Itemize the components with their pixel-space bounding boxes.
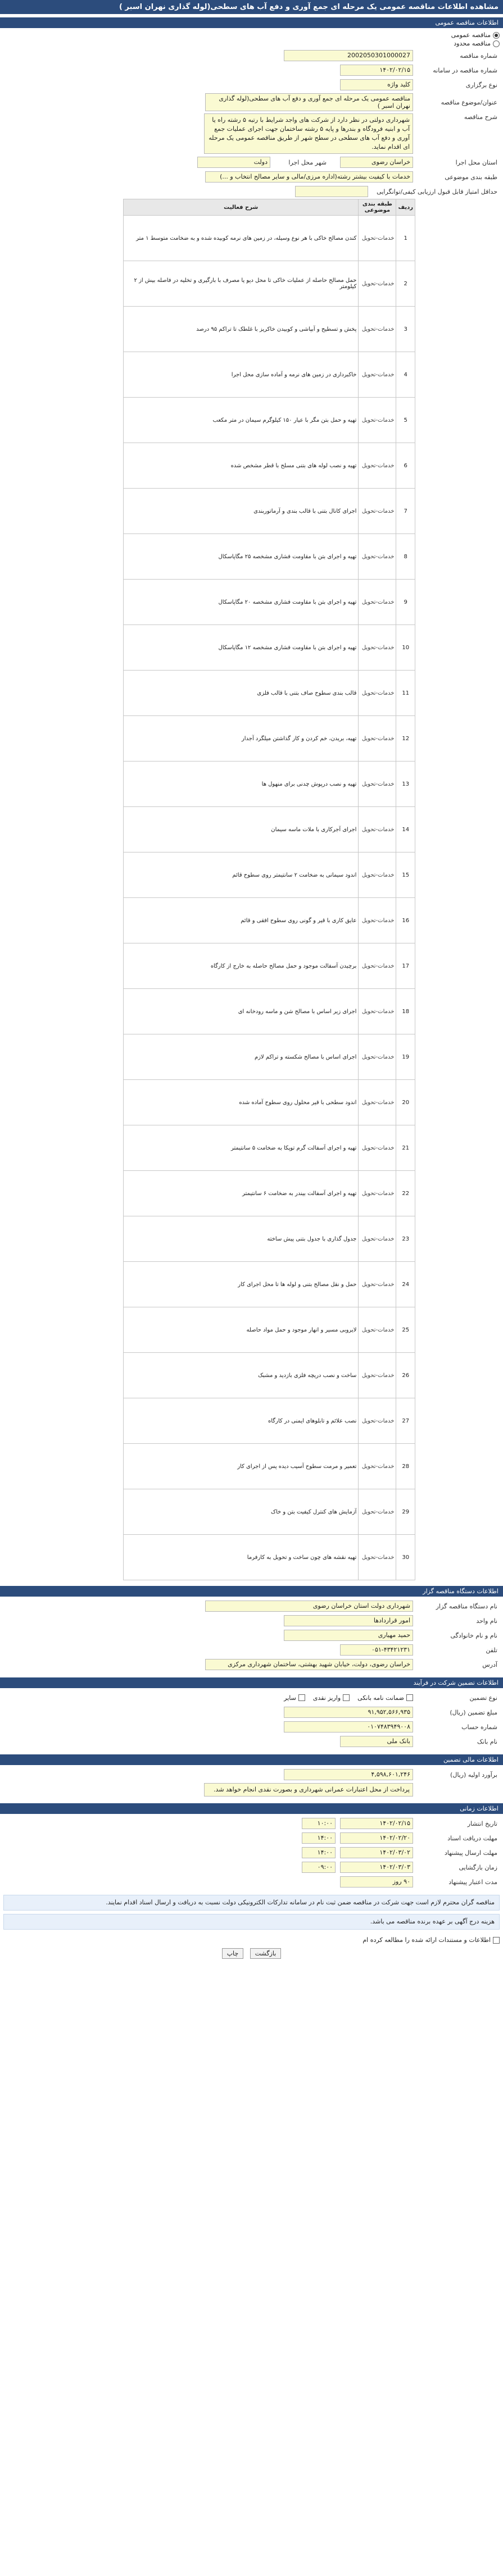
row-description: تهیه و اجرای آسفالت گرم توپکا به ضخامت ۵ سانتیمتر	[124, 1125, 359, 1171]
row-description: نصب علائم و تابلوهای ایمنی در کارگاه	[124, 1398, 359, 1444]
row-description: آزمایش های کنترل کیفیت بتن و خاک	[124, 1489, 359, 1535]
row-description: ساخت و نصب دریچه فلزی بازدید و مشبک	[124, 1353, 359, 1398]
section-deposit-header: اطلاعات تضمین شرکت در فرآیند	[0, 1677, 503, 1688]
publish-date-field[interactable]: ۱۴۰۲/۰۲/۱۵	[340, 1818, 413, 1829]
row-category: خدمات-تحویل	[359, 1307, 396, 1353]
table-row	[124, 216, 415, 261]
deposit-info: نوع تضمین ضمانت نامه بانکی واریز نقدی سایر مبلغ تضمین (ریال) ۹۱,۹۵۲,۵۶۶,۹۳۵ شماره حساب ۰۱۰۷۴۸۳۹۴۹۰۰۸ نام بانک بانک ملی	[0, 1688, 503, 1751]
tender-type-limited[interactable]: مناقصه محدود	[3, 40, 500, 47]
table-row	[124, 1307, 415, 1353]
row-number: 11	[396, 671, 415, 716]
row-description: جدول گذاری با جدول بتنی پیش ساخته	[124, 1216, 359, 1262]
row-description: حمل و نقل مصالح بتنی و لوله ها تا محل اجرای کار	[124, 1262, 359, 1307]
row-number: 23	[396, 1216, 415, 1262]
table-row	[124, 625, 415, 671]
footer-note-1: مناقصه گران محترم لازم است جهت شرکت در مناقصه ضمن ثبت نام در سامانه تدارکات الکترونیکی دولت نسبت به دریافت و ارسال اسناد اقدام نمایند.	[3, 1895, 500, 1911]
table-row	[124, 352, 415, 398]
tender-kind-field[interactable]: کلید واژه	[340, 79, 413, 90]
row-number: 21	[396, 1125, 415, 1171]
row-number: 17	[396, 943, 415, 989]
validity-field[interactable]: ۹۰ روز	[340, 1876, 413, 1887]
row-number: 18	[396, 989, 415, 1034]
table-row	[124, 1216, 415, 1262]
deposit-opt-cash[interactable]: واریز نقدی	[313, 1694, 350, 1702]
row-number: 15	[396, 852, 415, 898]
table-row	[124, 762, 415, 807]
row-description: تهیه و حمل بتن مگر با عیار ۱۵۰ کیلوگرم سیمان در متر مکعب	[124, 398, 359, 443]
radio-icon[interactable]	[493, 32, 500, 39]
row-number: 3	[396, 307, 415, 352]
submit-date-field[interactable]: ۱۴۰۲/۰۳/۰۲	[340, 1847, 413, 1858]
row-number: 9	[396, 580, 415, 625]
table-row	[124, 1444, 415, 1489]
subject-field[interactable]: مناقصه عمومی یک مرحله ای جمع آوری و دفع آب های سطحی(لوله گذاری نهران اسبر )	[205, 93, 413, 111]
bank-field[interactable]: بانک ملی	[340, 1736, 413, 1747]
table-row	[124, 943, 415, 989]
row-number: 8	[396, 534, 415, 580]
phone-field[interactable]: ۰۵۱-۴۳۴۲۱۲۳۱	[340, 1644, 413, 1656]
row-category: خدمات-تحویل	[359, 989, 396, 1034]
rating-field[interactable]	[295, 186, 368, 197]
row-number: 6	[396, 443, 415, 489]
table-row	[124, 398, 415, 443]
person-field[interactable]: حمید مهیاری	[284, 1630, 413, 1641]
table-row	[124, 1125, 415, 1171]
table-row	[124, 1398, 415, 1444]
col-cat: طبقه بندی موضوعی	[359, 199, 396, 216]
open-date-field[interactable]: ۱۴۰۲/۰۳/۰۳	[340, 1862, 413, 1873]
table-row	[124, 580, 415, 625]
row-number: 14	[396, 807, 415, 852]
row-number: 20	[396, 1080, 415, 1125]
row-number: 27	[396, 1398, 415, 1444]
table-row	[124, 989, 415, 1034]
table-row	[124, 261, 415, 307]
row-category: خدمات-تحویل	[359, 489, 396, 534]
account-field[interactable]: ۰۱۰۷۴۸۳۹۴۹۰۰۸	[284, 1721, 413, 1732]
province-field[interactable]: خراسان رضوی	[340, 157, 413, 168]
row-category: خدمات-تحویل	[359, 898, 396, 943]
radio-icon[interactable]	[493, 40, 500, 47]
row-description: اجرای زیر اساس با مصالح شن و ماسه رودخانه ای	[124, 989, 359, 1034]
row-category: خدمات-تحویل	[359, 1125, 396, 1171]
row-category: خدمات-تحویل	[359, 762, 396, 807]
table-row	[124, 1262, 415, 1307]
row-category: خدمات-تحویل	[359, 534, 396, 580]
table-row	[124, 898, 415, 943]
row-description: تهیه و اجرای بتن با مقاومت فشاری مشخصه ۱۲ مگاپاسکال	[124, 625, 359, 671]
general-info: مناقصه عمومی مناقصه محدود شماره مناقصه 2002050301000027 شماره مناقصه در سامانه ۱۴۰۲/۰۲/۱۵ نوع برگزاری کلید واژه عنوان/موضوع مناقصه مناقصه عمومی یک مرحله ای جمع آوری و دفع آب های سطحی(لوله گذاری نهران اسبر ) شرح مناقصه شهرداری دولتی در نظر دارد از شرکت های واجد شرایط با رتبه ۵ رشته راه یا آب و ابنیه فرودگاه و بندرها و پایه ۵ رشته ساختمان جهت اجرای عملیات جمع آوری و دفع آب های سطحی در سطح شهر از طریق مناقصه عمومی یک مرحله ای اقدام نماید. استان محل اجرا خراسان رضوی شهر محل اجرا دولت طبقه بندی موضوعی خدمات با کیفیت بیشتر رشته(اداره مرزی/مالی و سایر مصالح انتخاب و ...) حداقل امتیاز قابل قبول ارزیابی کیفی/توانگرایی ردیف طبقه بندی موضوعی شرح فعالیت 1 خدمات-تحویل کندن مصالح خاکی با هر نوع وسیله، در زمین های نرمه کوبیده شده و به ضخامت متوسط ۱ متر 2 خدمات-تحویل حمل مصالح حاصله از عملیات خاکی تا محل دپو یا مصرف با بارگیری و تخلیه در فاصله بیش از ۲ کیلومتر 3 خدمات-تحویل پخش و تسطیح و آبپاشی و کوبیدن خاکریز با غلطک تا تراکم ۹۵ درصد 4 خدمات-تحویل خاکبرداری در زمین های نرمه و آماده سازی محل اجرا 5 خدمات-تحویل تهیه و حمل بتن مگر با عیار ۱۵۰ کیلوگرم سیمان در متر مکعب 6 خدمات-تحویل تهیه و نصب لوله های بتنی مسلح با قطر مشخص شده 7 خدمات-تحویل اجرای کانال بتنی با قالب بندی و آرماتوربندی 8 خدمات-تحویل تهیه و اجرای بتن با مقاومت فشاری مشخصه ۲۵ مگاپاسکال 9 خدمات-تحویل تهیه و اجرای بتن با مقاومت فشاری مشخصه ۲۰ مگاپاسکال 10 خدمات-تحویل تهیه و اجرای بتن با مقاومت فشاری مشخصه ۱۲ مگاپاسکال 11 خدمات-تحویل قالب بندی سطوح صاف بتنی با قالب فلزی 12 خدمات-تحویل تهیه، بریدن، خم کردن و کار گذاشتن میلگرد آجدار 13 خدمات-تحویل تهیه و نصب درپوش چدنی برای منهول ها 14 خدمات-تحویل اجرای آجرکاری با ملات ماسه سیمان 15 خدمات-تحویل اندود سیمانی به ضخامت ۲ سانتیمتر روی سطوح قائم 16 خدمات-تحویل عایق کاری با قیر و گونی روی سطوح افقی و قائم 17 خدمات-تحویل برچیدن آسفالت موجود و حمل مصالح حاصله به خارج از کارگاه 18 خدمات-تحویل اجرای زیر اساس با مصالح شن و ماسه رودخانه ای 19 خدمات-تحویل اجرای اساس با مصالح شکسته و تراکم لازم 20 خدمات-تحویل اندود سطحی با قیر محلول روی سطوح آماده شده 21 خدمات-تحویل تهیه و اجرای آسفالت گرم توپکا به ضخامت ۵ سانتیمتر 22 خدمات-تحویل تهیه و اجرای آسفالت بیندر به ضخامت ۶ سانتیمتر 23 خدمات-تحویل جدول گذاری با جدول بتنی پیش ساخته 24 خدمات-تحویل حمل و نقل مصالح بتنی و لوله ها تا محل اجرای کار 25 خدمات-تحویل لایروبی مسیر و انهار موجود و حمل مواد حاصله 26 خدمات-تحویل ساخت و نصب دریچه فلزی بازدید و مشبک 27 خدمات-تحویل نصب علائم و تابلوهای ایمنی در کارگاه 28 خدمات-تحویل تعمیر و مرمت سطوح آسیب دیده پس از اجرای کار 29 خدمات-تحویل آزمایش های کنترل کیفیت بتن و خاک 30 خدمات-تحویل تهیه نقشه های چون ساخت و تحویل به کارفرما	[0, 28, 503, 1583]
internal-number-field[interactable]: ۱۴۰۲/۰۲/۱۵	[340, 65, 413, 76]
table-row	[124, 716, 415, 762]
row-category: خدمات-تحویل	[359, 807, 396, 852]
row-description: تهیه، بریدن، خم کردن و کار گذاشتن میلگرد آجدار	[124, 716, 359, 762]
doc-deadline-date-field[interactable]: ۱۴۰۲/۰۲/۲۰	[340, 1832, 413, 1844]
row-description: تعمیر و مرمت سطوح آسیب دیده پس از اجرای کار	[124, 1444, 359, 1489]
row-number: 19	[396, 1034, 415, 1080]
tender-type-public[interactable]: مناقصه عمومی	[3, 31, 500, 39]
row-category: خدمات-تحویل	[359, 1262, 396, 1307]
row-category: خدمات-تحویل	[359, 1034, 396, 1080]
row-category: خدمات-تحویل	[359, 625, 396, 671]
row-category: خدمات-تحویل	[359, 443, 396, 489]
row-category: خدمات-تحویل	[359, 1444, 396, 1489]
row-description: اندود سیمانی به ضخامت ۲ سانتیمتر روی سطوح قائم	[124, 852, 359, 898]
row-category: خدمات-تحویل	[359, 943, 396, 989]
open-time-field[interactable]: ۰۹:۰۰	[302, 1862, 336, 1873]
row-category: خدمات-تحویل	[359, 1216, 396, 1262]
back-button[interactable]: بازگشت	[250, 1948, 282, 1959]
row-description: اجرای اساس با مصالح شکسته و تراکم لازم	[124, 1034, 359, 1080]
row-description: تهیه نقشه های چون ساخت و تحویل به کارفرما	[124, 1535, 359, 1580]
page-title: مشاهده اطلاعات مناقصه عمومی یک مرحله ای جمع آوری و دفع آب های سطحی(لوله گذاری نهران اسبر )	[0, 0, 503, 14]
row-category: خدمات-تحویل	[359, 1353, 396, 1398]
section-financial-header: اطلاعات مالی تضمین	[0, 1754, 503, 1765]
row-description: عایق کاری با قیر و گونی روی سطوح افقی و قائم	[124, 898, 359, 943]
row-number: 1	[396, 216, 415, 261]
row-number: 10	[396, 625, 415, 671]
checkbox-icon[interactable]	[406, 1694, 413, 1701]
row-number: 24	[396, 1262, 415, 1307]
table-row	[124, 1489, 415, 1535]
row-number: 28	[396, 1444, 415, 1489]
checkbox-icon[interactable]	[298, 1694, 305, 1701]
row-description: حمل مصالح حاصله از عملیات خاکی تا محل دپو یا مصرف با بارگیری و تخلیه در فاصله بیش از ۲ کیلومتر	[124, 261, 359, 307]
table-row	[124, 1353, 415, 1398]
table-row	[124, 807, 415, 852]
row-category: خدمات-تحویل	[359, 261, 396, 307]
row-number: 13	[396, 762, 415, 807]
table-row	[124, 307, 415, 352]
row-number: 5	[396, 398, 415, 443]
row-number: 4	[396, 352, 415, 398]
address-field[interactable]: خراسان رضوی، دولت، خیابان شهید بهشتی، ساختمان شهرداری مرکزی	[205, 1659, 413, 1670]
col-num: ردیف	[396, 199, 415, 216]
row-category: خدمات-تحویل	[359, 1489, 396, 1535]
row-description: اجرای آجرکاری با ملات ماسه سیمان	[124, 807, 359, 852]
row-category: خدمات-تحویل	[359, 671, 396, 716]
row-description: لایروبی مسیر و انهار موجود و حمل مواد حاصله	[124, 1307, 359, 1353]
row-number: 12	[396, 716, 415, 762]
table-row	[124, 671, 415, 716]
row-category: خدمات-تحویل	[359, 216, 396, 261]
row-description: تهیه و نصب درپوش چدنی برای منهول ها	[124, 762, 359, 807]
section-general-header: اطلاعات مناقصه عمومی	[0, 17, 503, 28]
row-description: قالب بندی سطوح صاف بتنی با قالب فلزی	[124, 671, 359, 716]
row-category: خدمات-تحویل	[359, 1398, 396, 1444]
checkbox-icon[interactable]	[343, 1694, 350, 1701]
table-row	[124, 1171, 415, 1216]
row-category: خدمات-تحویل	[359, 1080, 396, 1125]
unit-field[interactable]: امور قراردادها	[284, 1615, 413, 1626]
row-number: 30	[396, 1535, 415, 1580]
classification-field[interactable]: خدمات با کیفیت بیشتر رشته(اداره مرزی/مالی و سایر مصالح انتخاب و ...)	[205, 171, 413, 183]
row-number: 16	[396, 898, 415, 943]
org-field[interactable]: شهرداری دولت استان خراسان رضوی	[205, 1601, 413, 1612]
row-category: خدمات-تحویل	[359, 352, 396, 398]
row-number: 7	[396, 489, 415, 534]
row-number: 2	[396, 261, 415, 307]
publish-time-field[interactable]: ۱۰:۰۰	[302, 1818, 336, 1829]
row-category: خدمات-تحویل	[359, 307, 396, 352]
row-description: پخش و تسطیح و آبپاشی و کوبیدن خاکریز با غلطک تا تراکم ۹۵ درصد	[124, 307, 359, 352]
contact-info: نام دستگاه مناقصه گزار شهرداری دولت استان خراسان رضوی نام واحد امور قراردادها نام و نام خانوادگی حمید مهیاری تلفن ۰۵۱-۴۳۴۲۱۲۳۱ آدرس خراسان رضوی، دولت، خیابان شهید بهشتی، ساختمان شهرداری مرکزی	[0, 1597, 503, 1674]
row-description: کندن مصالح خاکی با هر نوع وسیله، در زمین های نرمه کوبیده شده و به ضخامت متوسط ۱ متر	[124, 216, 359, 261]
col-desc: شرح فعالیت	[124, 199, 359, 216]
table-row	[124, 534, 415, 580]
row-description: تهیه و اجرای بتن با مقاومت فشاری مشخصه ۲۰ مگاپاسکال	[124, 580, 359, 625]
deposit-opt-bank[interactable]: ضمانت نامه بانکی	[357, 1694, 413, 1702]
dates-info: تاریخ انتشار ۱۴۰۲/۰۲/۱۵ ۱۰:۰۰ مهلت دریافت اسناد ۱۴۰۲/۰۲/۲۰ ۱۴:۰۰ مهلت ارسال پیشنهاد ۱۴۰۲/۰۳/۰۲ ۱۴:۰۰ زمان بازگشایی ۱۴۰۲/۰۳/۰۳ ۰۹:۰۰ مدت اعتبار پیشنهاد ۹۰ روز	[0, 1814, 503, 1891]
city-field[interactable]: دولت	[197, 157, 270, 168]
activity-table	[123, 199, 415, 1580]
table-row	[124, 852, 415, 898]
row-description: تهیه و اجرای بتن با مقاومت فشاری مشخصه ۲۵ مگاپاسکال	[124, 534, 359, 580]
row-description: خاکبرداری در زمین های نرمه و آماده سازی محل اجرا	[124, 352, 359, 398]
checkbox-icon[interactable]	[493, 1937, 500, 1944]
row-description: برچیدن آسفالت موجود و حمل مصالح حاصله به خارج از کارگاه	[124, 943, 359, 989]
footer-actions	[0, 1933, 503, 1961]
row-category: خدمات-تحویل	[359, 1171, 396, 1216]
table-row	[124, 489, 415, 534]
row-description: تهیه و نصب لوله های بتنی مسلح با قطر مشخص شده	[124, 443, 359, 489]
table-row	[124, 443, 415, 489]
row-number: 22	[396, 1171, 415, 1216]
table-row	[124, 1535, 415, 1580]
row-category: خدمات-تحویل	[359, 1535, 396, 1580]
row-number: 29	[396, 1489, 415, 1535]
print-button[interactable]: چاپ	[222, 1948, 244, 1959]
table-row	[124, 1034, 415, 1080]
section-contact-header: اطلاعات دستگاه مناقصه گزار	[0, 1586, 503, 1597]
submit-time-field[interactable]: ۱۴:۰۰	[302, 1847, 336, 1858]
row-number: 26	[396, 1353, 415, 1398]
deposit-amount-field[interactable]: ۹۱,۹۵۲,۵۶۶,۹۳۵	[284, 1707, 413, 1718]
description-field[interactable]: شهرداری دولتی در نظر دارد از شرکت های واجد شرایط با رتبه ۵ رشته راه یا آب و ابنیه فرودگاه و بندرها و پایه ۵ رشته ساختمان جهت اجرای عملیات جمع آوری و دفع آب های سطحی در سطح شهر از طریق مناقصه عمومی یک مرحله ای اقدام نماید.	[204, 113, 413, 154]
row-number: 25	[396, 1307, 415, 1353]
row-category: خدمات-تحویل	[359, 580, 396, 625]
agree-checkbox[interactable]: اطلاعات و مستندات ارائه شده را مطالعه کرده ام	[3, 1936, 500, 1944]
financial-note: پرداخت از محل اعتبارات عمرانی شهرداری و بصورت نقدی انجام خواهد شد.	[204, 1783, 413, 1797]
section-dates-header: اطلاعات زمانی	[0, 1803, 503, 1814]
tender-number-field[interactable]: 2002050301000027	[284, 50, 413, 61]
deposit-opt-other[interactable]: سایر	[284, 1694, 305, 1702]
row-category: خدمات-تحویل	[359, 716, 396, 762]
table-row	[124, 1080, 415, 1125]
financial-info: برآورد اولیه (ریال) ۴,۵۹۸,۶۰۱,۲۴۶ پرداخت از محل اعتبارات عمرانی شهرداری و بصورت نقدی انجام خواهد شد.	[0, 1765, 503, 1800]
row-description: اجرای کانال بتنی با قالب بندی و آرماتوربندی	[124, 489, 359, 534]
row-description: اندود سطحی با قیر محلول روی سطوح آماده شده	[124, 1080, 359, 1125]
footer-note-2: هزینه درج آگهی بر عهده برنده مناقصه می باشد.	[3, 1914, 500, 1930]
estimate-field[interactable]: ۴,۵۹۸,۶۰۱,۲۴۶	[284, 1769, 413, 1780]
row-description: تهیه و اجرای آسفالت بیندر به ضخامت ۶ سانتیمتر	[124, 1171, 359, 1216]
row-category: خدمات-تحویل	[359, 398, 396, 443]
row-category: خدمات-تحویل	[359, 852, 396, 898]
doc-deadline-time-field[interactable]: ۱۴:۰۰	[302, 1832, 336, 1844]
